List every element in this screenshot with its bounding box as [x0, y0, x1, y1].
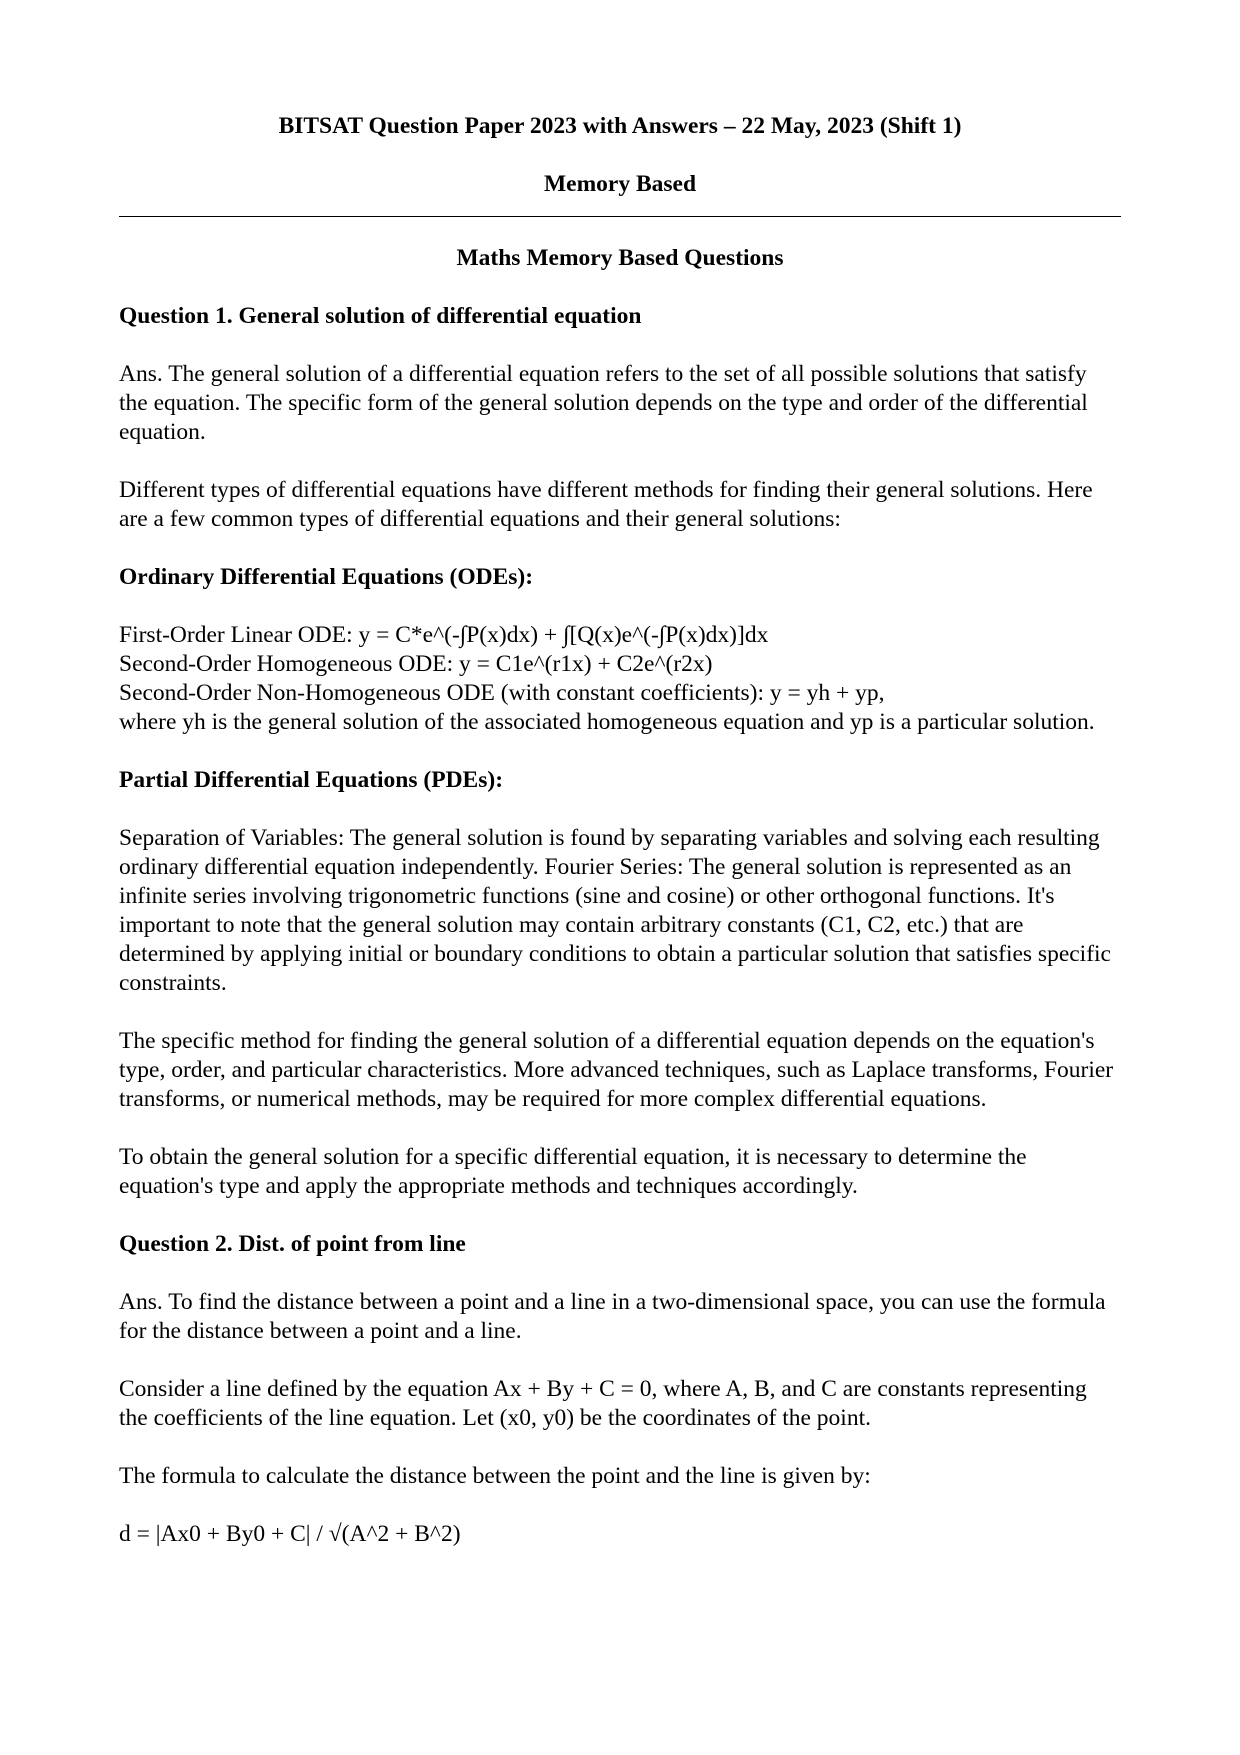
pde-heading: Partial Differential Equations (PDEs): — [119, 767, 504, 793]
section-title: Maths Memory Based Questions — [456, 245, 784, 271]
method-paragraph: The specific method for finding the general solution of a differential equation depends on the equation's type, order, and particular characteristics. More advanced techniques, such as Laplace transforms, Fourier transforms, or numerical methods, may be required for more complex differential equations. — [119, 1028, 1114, 1112]
ode-line-first-order: First-Order Linear ODE: y = C*e^(-∫P(x)dx) + ∫[Q(x)e^(-∫P(x)dx)]dx — [119, 622, 769, 648]
document-page — [119, 112, 1121, 1549]
question-2-answer-paragraph: Ans. To find the distance between a point and a line in a two-dimensional space, you can use the formula for the distance between a point and a line. — [119, 1289, 1106, 1344]
question-1-heading: Question 1. General solution of differential equation — [119, 303, 642, 329]
conclusion-paragraph: To obtain the general solution for a specific differential equation, it is necessary to determine the equation's type and apply the appropriate methods and techniques accordingly. — [119, 1144, 1027, 1199]
ode-list — [119, 621, 1121, 737]
header-divider — [119, 216, 1121, 217]
ode-line-second-order-homogeneous: Second-Order Homogeneous ODE: y = C1e^(r1x) + C2e^(r2x) — [119, 651, 713, 677]
pde-paragraph: Separation of Variables: The general solution is found by separating variables and solving each resulting ordinary differential equation independently. Fourier Series: The general solution is represented as an infinite series involving trigonometric functions (sine and cosine) or other orthogonal functions. It's important to note that the general solution may contain arbitrary constants (C1, C2, etc.) that are determined by applying initial or boundary conditions to obtain a particular solution that satisfies specific constraints. — [119, 825, 1111, 996]
ode-line-explanation: where yh is the general solution of the associated homogeneous equation and yp is a particular solution. — [119, 709, 1095, 735]
document-title: BITSAT Question Paper 2023 with Answers – 22 May, 2023 (Shift 1) — [278, 113, 962, 139]
question-1-types-paragraph: Different types of differential equations have different methods for finding their general solutions. Here are a few common types of differential equations and their general solutions: — [119, 477, 1093, 532]
line-definition-paragraph: Consider a line defined by the equation Ax + By + C = 0, where A, B, and C are constants representing the coefficients of the line equation. Let (x0, y0) be the coordinates of the point. — [119, 1376, 1087, 1431]
question-2-heading: Question 2. Dist. of point from line — [119, 1231, 466, 1257]
ode-line-second-order-non-homogeneous: Second-Order Non-Homogeneous ODE (with constant coefficients): y = yh + yp, — [119, 680, 885, 706]
document-subtitle: Memory Based — [543, 171, 697, 197]
formula-intro-paragraph: The formula to calculate the distance between the point and the line is given by: — [119, 1463, 871, 1489]
question-1-answer-paragraph: Ans. The general solution of a differential equation refers to the set of all possible solutions that satisfy the equation. The specific form of the general solution depends on the type and order of the differential equation. — [119, 361, 1088, 445]
ode-heading: Ordinary Differential Equations (ODEs): — [119, 564, 534, 590]
distance-formula: d = |Ax0 + By0 + C| / √(A^2 + B^2) — [119, 1521, 461, 1547]
